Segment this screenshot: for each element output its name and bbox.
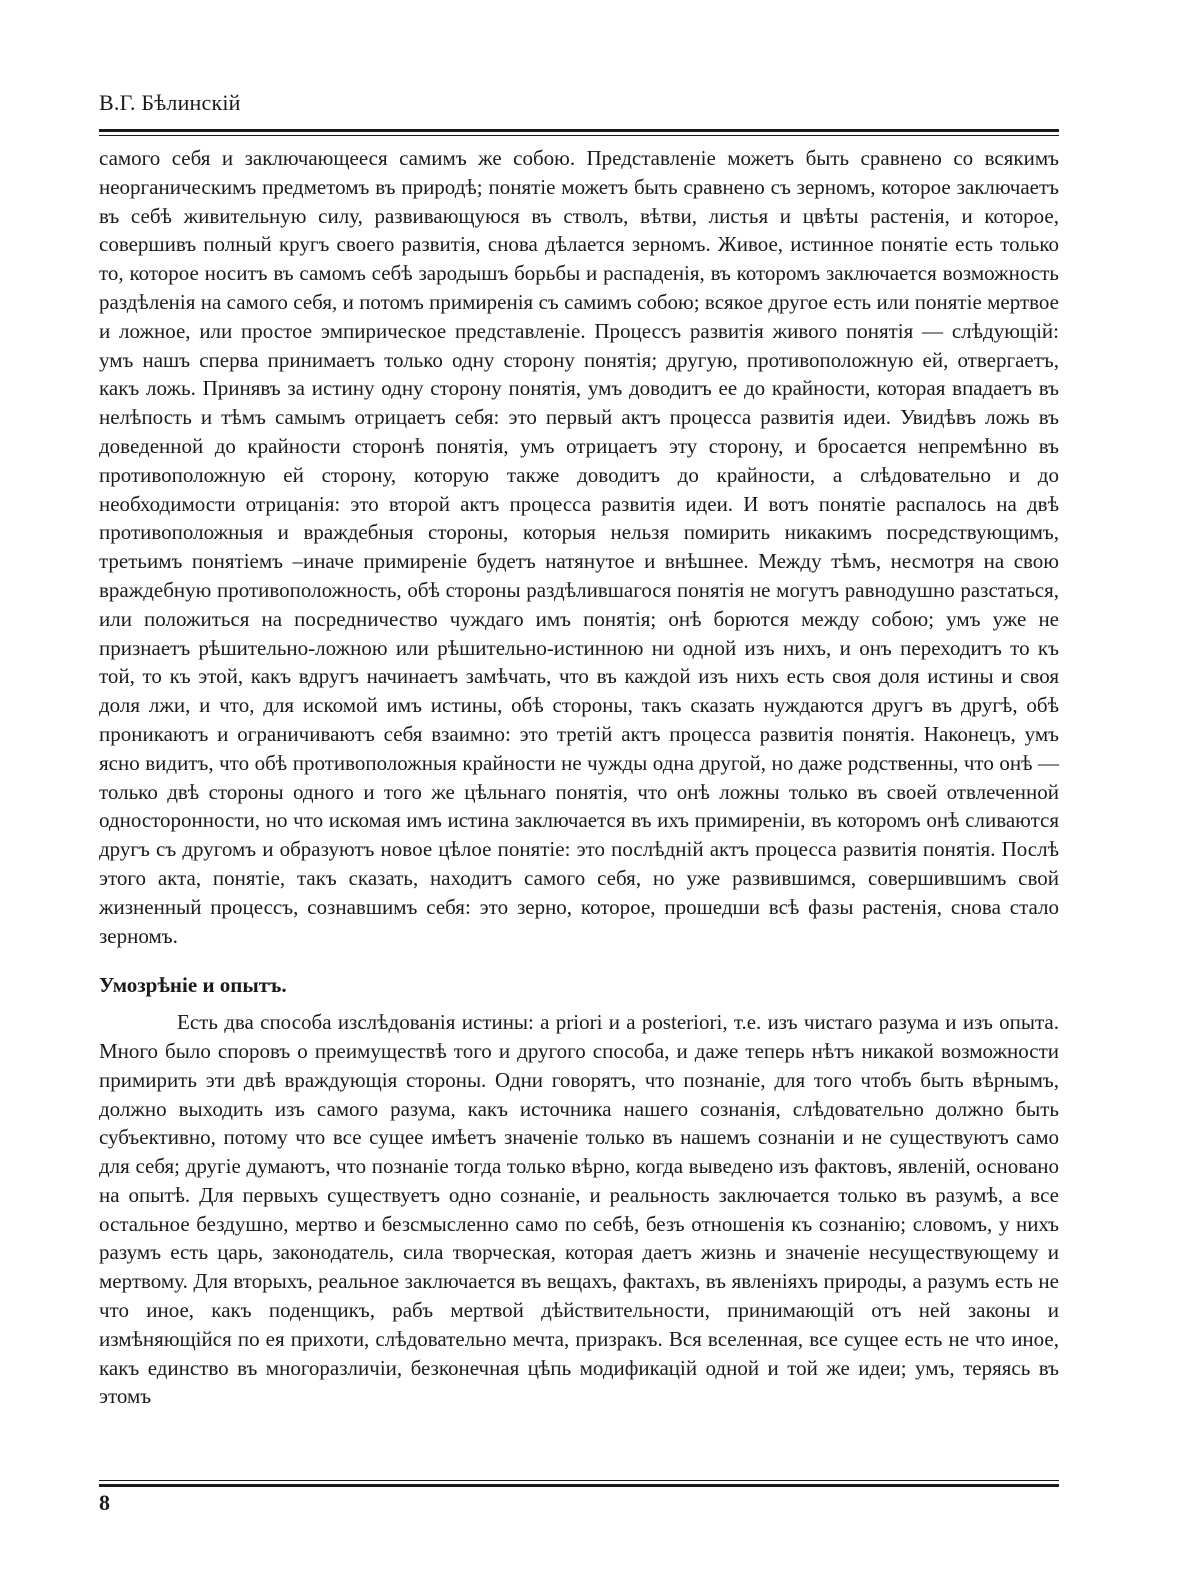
footer-rule-thick	[99, 1484, 1059, 1487]
footer-rule	[99, 1480, 1059, 1487]
body-text	[99, 144, 1059, 1411]
header-rule-thin	[99, 135, 1059, 136]
paragraph-section-start: Есть два способа изслѣдованія истины: a priori и a posteriori, т.е. изъ чистаго разума и изъ опыта. Много было споровъ о преимуществѣ того и другого способа, и даже теперь нѣтъ никакой возможности примирить эти двѣ враждующія стороны. Одни говорятъ, что познаніе, для того чтобъ быть вѣрнымъ, должно выходить изъ самого разума, какъ источника нашего сознанія, слѣдовательно должно быть субъективно, потому что все сущее имѣетъ значеніе только въ нашемъ сознаніи и не существуютъ само для себя; другіе думаютъ, что познаніе тогда только вѣрно, когда выведено изъ фактовъ, явленій, основано на опытѣ. Для первыхъ существуетъ одно сознаніе, и реальность заключается только въ разумѣ, а все остальное бездушно, мертво и безсмысленно само по себѣ, безъ отношенія къ сознанію; словомъ, у нихъ разумъ есть царь, законодатель, сила творческая, которая даетъ жизнь и значеніе несуществующему и мертвому. Для вторыхъ, реальное заключается въ вещахъ, фактахъ, въ явленіяхъ природы, а разумъ есть не что иное, какъ поденщикъ, рабъ мертвой дѣйствительности, принимающій отъ ней законы и измѣняющійся по ея прихоти, слѣдовательно мечта, призракъ. Вся вселенная, все сущее есть не что иное, какъ единство въ многоразличіи, безконечная цѣпь модификацій одной и той же идеи; умъ, теряясь въ этомъ	[99, 1010, 1059, 1409]
footer-rule-thin	[99, 1480, 1059, 1481]
paragraph-continued: самого себя и заключающееся самимъ же собою. Представленіе можетъ быть сравнено со всякимъ неорганическимъ предметомъ въ природѣ; понятіе можетъ быть сравнено съ зерномъ, которое заключаетъ въ себѣ живительную силу, развивающуюся въ стволъ, вѣтви, листья и цвѣты растенія, и которое, совершивъ полный кругъ своего развитія, снова дѣлается зерномъ. Живое, истинное понятіе есть только то, которое носитъ въ самомъ себѣ зародышъ борьбы и распаденія, въ которомъ заключается возможность раздѣленія на самого себя, и потомъ примиренія съ самимъ собою; всякое другое есть или понятіе мертвое и ложное, или простое эмпирическое представленіе. Процессъ развитія живого понятія — слѣдующій: умъ нашъ сперва принимаетъ только одну сторону понятія; другую, противоположную ей, отвергаетъ, какъ ложь. Принявъ за истину одну сторону понятія, умъ доводитъ ее до крайности, которая впадаетъ въ нелѣпость и тѣмъ самымъ отрицаетъ себя: это первый актъ процесса развитія идеи. Увидѣвъ ложь въ доведенной до крайности сторонѣ понятія, умъ отрицаетъ эту сторону, и бросается непремѣнно въ противоположную ей сторону, которую также доводитъ до крайности, а слѣдовательно и до необходимости отрицанія: это второй актъ процесса развитія идеи. И вотъ понятіе распалось на двѣ противоположныя и враждебныя стороны, которыя нельзя помирить никакимъ посредствующимъ, третьимъ понятіемъ –иначе примиреніе будетъ натянутое и внѣшнее. Между тѣмъ, несмотря на свою враждебную противоположность, обѣ стороны раздѣлившагося понятія не могутъ равнодушно разстаться, или положиться на посредничество чуждаго имъ понятія; онѣ борются между собою; умъ уже не признаетъ рѣшительно-ложною или рѣшительно-истинною ни одной изъ нихъ, и онъ переходитъ то къ той, то къ этой, какъ вдругъ начинаетъ замѣчать, что въ каждой изъ нихъ есть своя доля истины и своя доля лжи, и что, для искомой имъ истины, обѣ стороны, такъ сказать нуждаются другъ въ другѣ, обѣ проникаютъ и ограничиваютъ себя взаимно: это третій актъ процесса развитія понятія. Наконецъ, умъ ясно видитъ, что обѣ противоположныя крайности не чужды одна другой, но даже родственны, что онѣ — только двѣ стороны одного и того же цѣльнаго понятія, что онѣ ложны только въ своей отвлеченной односторонности, но что искомая имъ истина заключается въ ихъ примиреніи, въ которомъ онѣ сливаются другъ съ другомъ и образуютъ новое цѣлое понятіе: это послѣдній актъ процесса развитія понятія. Послѣ этого акта, понятіе, такъ сказать, находитъ самого себя, но уже развившимся, совершившимъ свой жизненный процессъ, сознавшимъ себя: это зерно, которое, прошедши всѣ фазы растенія, снова стало зерномъ.	[99, 146, 1059, 948]
page-number: 8	[99, 1490, 110, 1515]
header-rule-thick	[99, 129, 1059, 132]
running-head: В.Г. Бѣлинскій	[99, 90, 241, 115]
section-heading: Умозрѣніе и опытъ.	[99, 973, 287, 998]
header-rule	[99, 129, 1059, 136]
